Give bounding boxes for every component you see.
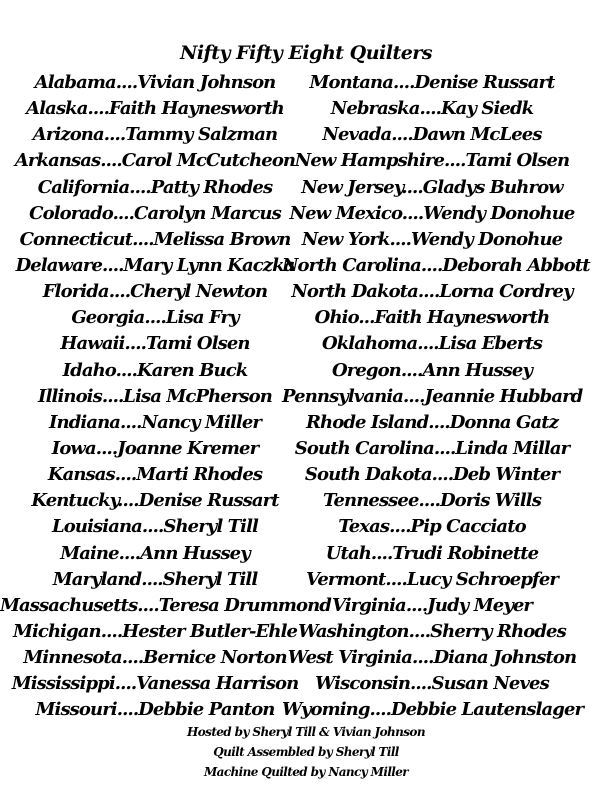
list-item: Kansas....Marti Rhodes <box>47 464 263 486</box>
list-item: Mississippi....Vanessa Harrison <box>11 673 299 695</box>
list-item: Texas....Pip Cacciato <box>338 516 526 538</box>
list-item: South Dakota....Deb Winter <box>304 464 560 486</box>
list-item: Indiana....Nancy Miller <box>49 411 261 433</box>
list-item: Florida....Cheryl Newton <box>42 281 268 303</box>
left-state-list <box>0 70 331 724</box>
assembled-by-line: Quilt Assembled by Sheryl Till <box>213 745 399 759</box>
list-item: Colorado....Carolyn Marcus <box>29 202 281 224</box>
list-item: Tennessee....Doris Wills <box>323 490 541 512</box>
list-item: New York....Wendy Donohue <box>301 228 563 250</box>
page-title: Nifty Fifty Eight Quilters <box>179 42 433 64</box>
list-item: Utah....Trudi Robinette <box>325 542 539 564</box>
list-item: Oregon....Ann Hussey <box>331 359 533 381</box>
list-item: North Dakota....Lorna Cordrey <box>291 281 573 303</box>
list-item: Vermont....Lucy Schroepfer <box>305 568 559 590</box>
hosted-by-line: Hosted by Sheryl Till & Vivian Johnson <box>187 725 425 739</box>
list-item: California....Patty Rhodes <box>37 176 273 198</box>
list-item: Hawaii....Tami Olsen <box>60 333 250 355</box>
list-item: Illinois....Lisa McPherson <box>38 385 272 407</box>
list-item: Nevada....Dawn McLees <box>322 124 542 146</box>
list-item: South Carolina....Linda Millar <box>294 437 570 459</box>
list-item: New Jersey....Gladys Buhrow <box>301 176 563 198</box>
list-item: West Virginia....Diana Johnston <box>287 647 577 669</box>
list-item: Alabama....Vivian Johnson <box>34 72 276 93</box>
list-item: Louisiana....Sheryl Till <box>52 516 258 538</box>
list-item: New Hampshire....Tami Olsen <box>294 150 570 172</box>
list-item: Arkansas....Carol McCutcheon <box>14 150 296 172</box>
list-item: Wyoming....Debbie Lautenslager <box>282 699 584 721</box>
list-item: Georgia....Lisa Fry <box>71 307 239 329</box>
list-item: Washington....Sherry Rhodes <box>298 620 566 642</box>
list-item: Maryland....Sheryl Till <box>52 568 258 590</box>
list-item: Delaware....Mary Lynn Kaczka <box>15 254 295 276</box>
list-item: Michigan....Hester Butler-Ehle <box>12 620 298 642</box>
list-item: Montana....Denise Russart <box>309 72 555 93</box>
list-item: Minnesota....Bernice Norton <box>23 647 287 669</box>
list-item: Virginia....Judy Meyer <box>332 594 532 616</box>
credits-block <box>0 722 612 782</box>
list-item: Kentucky....Denise Russart <box>31 490 279 512</box>
list-item: New Mexico....Wendy Donohue <box>289 202 575 224</box>
list-item: Massachusetts....Teresa Drummond <box>0 594 331 616</box>
list-item: Alaska....Faith Haynesworth <box>26 98 284 120</box>
list-item: Oklahoma....Lisa Eberts <box>321 333 543 355</box>
machine-quilted-by-line: Machine Quilted by Nancy Miller <box>203 765 408 779</box>
list-item: Iowa....Joanne Kremer <box>51 437 259 459</box>
list-item: Rhode Island....Donna Gatz <box>305 411 559 433</box>
list-item: Missouri....Debbie Panton <box>35 699 275 721</box>
list-item: Connecticut....Melissa Brown <box>19 228 291 250</box>
right-state-list <box>282 70 590 724</box>
list-item: Maine....Ann Hussey <box>60 542 250 564</box>
list-item: Idaho....Karen Buck <box>62 359 248 381</box>
list-item: Nebraska....Kay Siedk <box>330 98 534 120</box>
list-item: Wisconsin....Susan Neves <box>315 673 549 695</box>
list-item: Ohio...Faith Haynesworth <box>314 307 550 329</box>
list-item: Pennsylvania....Jeannie Hubbard <box>282 385 583 407</box>
list-item: North Carolina....Deborah Abbott <box>282 254 590 276</box>
list-item: Arizona....Tammy Salzman <box>32 124 278 146</box>
